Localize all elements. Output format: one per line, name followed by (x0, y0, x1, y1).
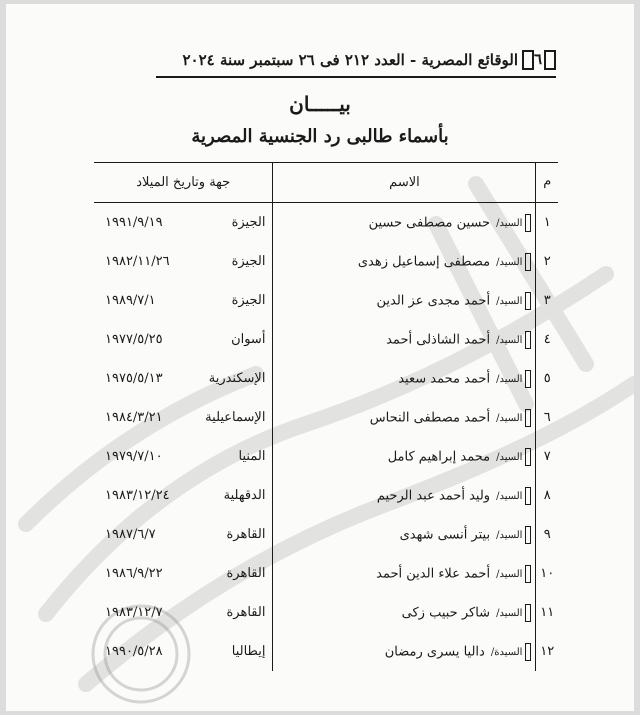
applicant-name: شاكر حبيب زكى (401, 605, 491, 620)
frame-bar-icon (544, 50, 556, 70)
birth-info-cell (94, 554, 273, 593)
table-row (94, 203, 558, 243)
bracket-bar-icon (525, 370, 531, 388)
birth-place: الجيزة (231, 215, 266, 230)
page-number: ٦ (520, 50, 556, 70)
document-title: بيـــــان (289, 92, 351, 116)
honorific: السيدة/ (490, 647, 523, 658)
honorific: السيد/ (496, 296, 523, 307)
table-row (94, 320, 558, 359)
applicant-name-cell (273, 359, 536, 398)
birth-place: القاهرة (226, 605, 266, 620)
bracket-bar-icon (525, 487, 531, 505)
birth-info-cell (94, 281, 273, 320)
birth-place: الإسماعيلية (205, 410, 266, 425)
birth-date: ١٩٨٤/٣/٢١ (105, 410, 163, 425)
birth-place: المنيا (238, 449, 266, 464)
applicant-name: أحمد محمد سعيد (398, 371, 491, 386)
bracket-bar-icon (525, 643, 531, 661)
birth-place: الدقهلية (223, 488, 266, 503)
applicant-name-cell (273, 476, 536, 515)
applicant-name: أحمد الشاذلى أحمد (386, 332, 491, 347)
birth-place: القاهرة (226, 566, 266, 581)
bracket-bar-icon (525, 604, 531, 622)
bracket-bar-icon (525, 292, 531, 310)
birth-date: ١٩٨٦/٩/٢٢ (105, 566, 163, 581)
table-row (94, 437, 558, 476)
table-row (94, 593, 558, 632)
table-row (94, 398, 558, 437)
honorific: السيد/ (496, 530, 523, 541)
applicant-name: محمد إبراهيم كامل (387, 449, 491, 464)
birth-info-cell (94, 515, 273, 554)
applicant-name-cell (273, 320, 536, 359)
header-birth: جهة وتاريخ الميلاد (94, 163, 273, 203)
applicants-table (94, 162, 558, 671)
birth-date: ١٩٧٥/٥/١٣ (105, 371, 163, 386)
applicant-name-cell (273, 281, 536, 320)
honorific: السيد/ (496, 608, 523, 619)
birth-info-cell (94, 593, 273, 632)
applicant-name: أحمد مصطفى النحاس (369, 410, 491, 425)
bracket-bar-icon (525, 565, 531, 583)
row-number: ١ (543, 215, 551, 230)
birth-info-cell (94, 320, 273, 359)
honorific: السيد/ (496, 491, 523, 502)
bracket-bar-icon (525, 331, 531, 349)
bracket-bar-icon (525, 448, 531, 466)
row-number: ٣ (543, 293, 551, 308)
bracket-bar-icon (525, 214, 531, 232)
birth-date: ١٩٩٠/٥/٢٨ (105, 644, 163, 659)
table-row (94, 554, 558, 593)
applicant-name: داليا يسرى رمضان (384, 644, 485, 659)
birth-info-cell (94, 476, 273, 515)
applicant-name: مصطفى إسماعيل زهدى (357, 254, 491, 269)
honorific: السيد/ (496, 413, 523, 424)
birth-info-cell (94, 398, 273, 437)
birth-place: القاهرة (226, 527, 266, 542)
applicant-name-cell (273, 398, 536, 437)
document-subtitle: بأسماء طالبى رد الجنسية المصرية (191, 126, 449, 147)
birth-info-cell (94, 437, 273, 476)
applicant-name: حسين مصطفى حسين (368, 215, 491, 230)
applicant-name: أحمد مجدى عز الدين (376, 293, 491, 308)
birth-place: الجيزة (231, 293, 266, 308)
birth-info-cell (94, 242, 273, 281)
birth-date: ١٩٨٢/١١/٢٦ (105, 254, 170, 269)
row-number: ٥ (543, 371, 551, 386)
row-number: ٦ (543, 410, 551, 425)
applicant-name-cell (273, 437, 536, 476)
birth-place: الإسكندرية (208, 371, 266, 386)
applicant-name-cell (273, 242, 536, 281)
row-number: ١٠ (540, 566, 555, 581)
bracket-bar-icon (525, 253, 531, 271)
table-body (94, 203, 558, 672)
bracket-bar-icon (525, 409, 531, 427)
birth-date: ١٩٨٧/٦/٧ (105, 527, 156, 542)
birth-date: ١٩٧٩/٧/١٠ (105, 449, 163, 464)
birth-date: ١٩٨٣/١٢/٢٤ (105, 488, 170, 503)
header-num: م (536, 163, 558, 203)
honorific: السيد/ (496, 374, 523, 385)
birth-info-cell (94, 632, 273, 671)
table-header-row (94, 163, 558, 203)
table-row (94, 515, 558, 554)
row-number: ٧ (543, 449, 551, 464)
honorific: السيد/ (496, 569, 523, 580)
birth-place: إيطاليا (231, 644, 266, 659)
table-row (94, 632, 558, 671)
header-name: الاسم (273, 163, 536, 203)
birth-date: ١٩٧٧/٥/٢٥ (105, 332, 163, 347)
honorific: السيد/ (496, 335, 523, 346)
row-number: ١١ (540, 605, 555, 620)
bracket-bar-icon (525, 526, 531, 544)
birth-place: الجيزة (231, 254, 266, 269)
page-header (156, 48, 556, 76)
row-number: ٤ (543, 332, 551, 347)
birth-info-cell (94, 203, 273, 243)
applicant-name-cell (273, 554, 536, 593)
birth-date: ١٩٩١/٩/١٩ (105, 215, 163, 230)
honorific: السيد/ (496, 452, 523, 463)
row-number: ٨ (543, 488, 551, 503)
applicant-name: أحمد علاء الدين أحمد (376, 566, 491, 581)
birth-date: ١٩٨٣/١٢/٧ (105, 605, 163, 620)
applicant-name-cell (273, 515, 536, 554)
honorific: السيد/ (496, 218, 523, 229)
row-number: ١٢ (540, 644, 555, 659)
table-row (94, 359, 558, 398)
applicant-name: وليد أحمد عبد الرحيم (376, 488, 491, 503)
birth-date: ١٩٨٩/٧/١ (105, 293, 156, 308)
applicant-name-cell (273, 632, 536, 671)
birth-info-cell (94, 359, 273, 398)
row-number: ٩ (543, 527, 551, 542)
document-page (6, 4, 634, 711)
applicant-name-cell (273, 203, 536, 243)
header-text: الوقائع المصرية - العدد ٢١٢ فى ٢٦ سبتمبر سنة ٢٠٢٤ (182, 51, 518, 69)
applicant-name: بيتر أنسى شهدى (399, 527, 491, 542)
table-row (94, 242, 558, 281)
applicant-name-cell (273, 593, 536, 632)
honorific: السيد/ (496, 257, 523, 268)
header-divider (156, 76, 556, 78)
frame-bar-icon (522, 50, 534, 70)
table-row (94, 476, 558, 515)
row-number: ٢ (543, 254, 551, 269)
birth-place: أسوان (231, 332, 266, 347)
table-row (94, 281, 558, 320)
